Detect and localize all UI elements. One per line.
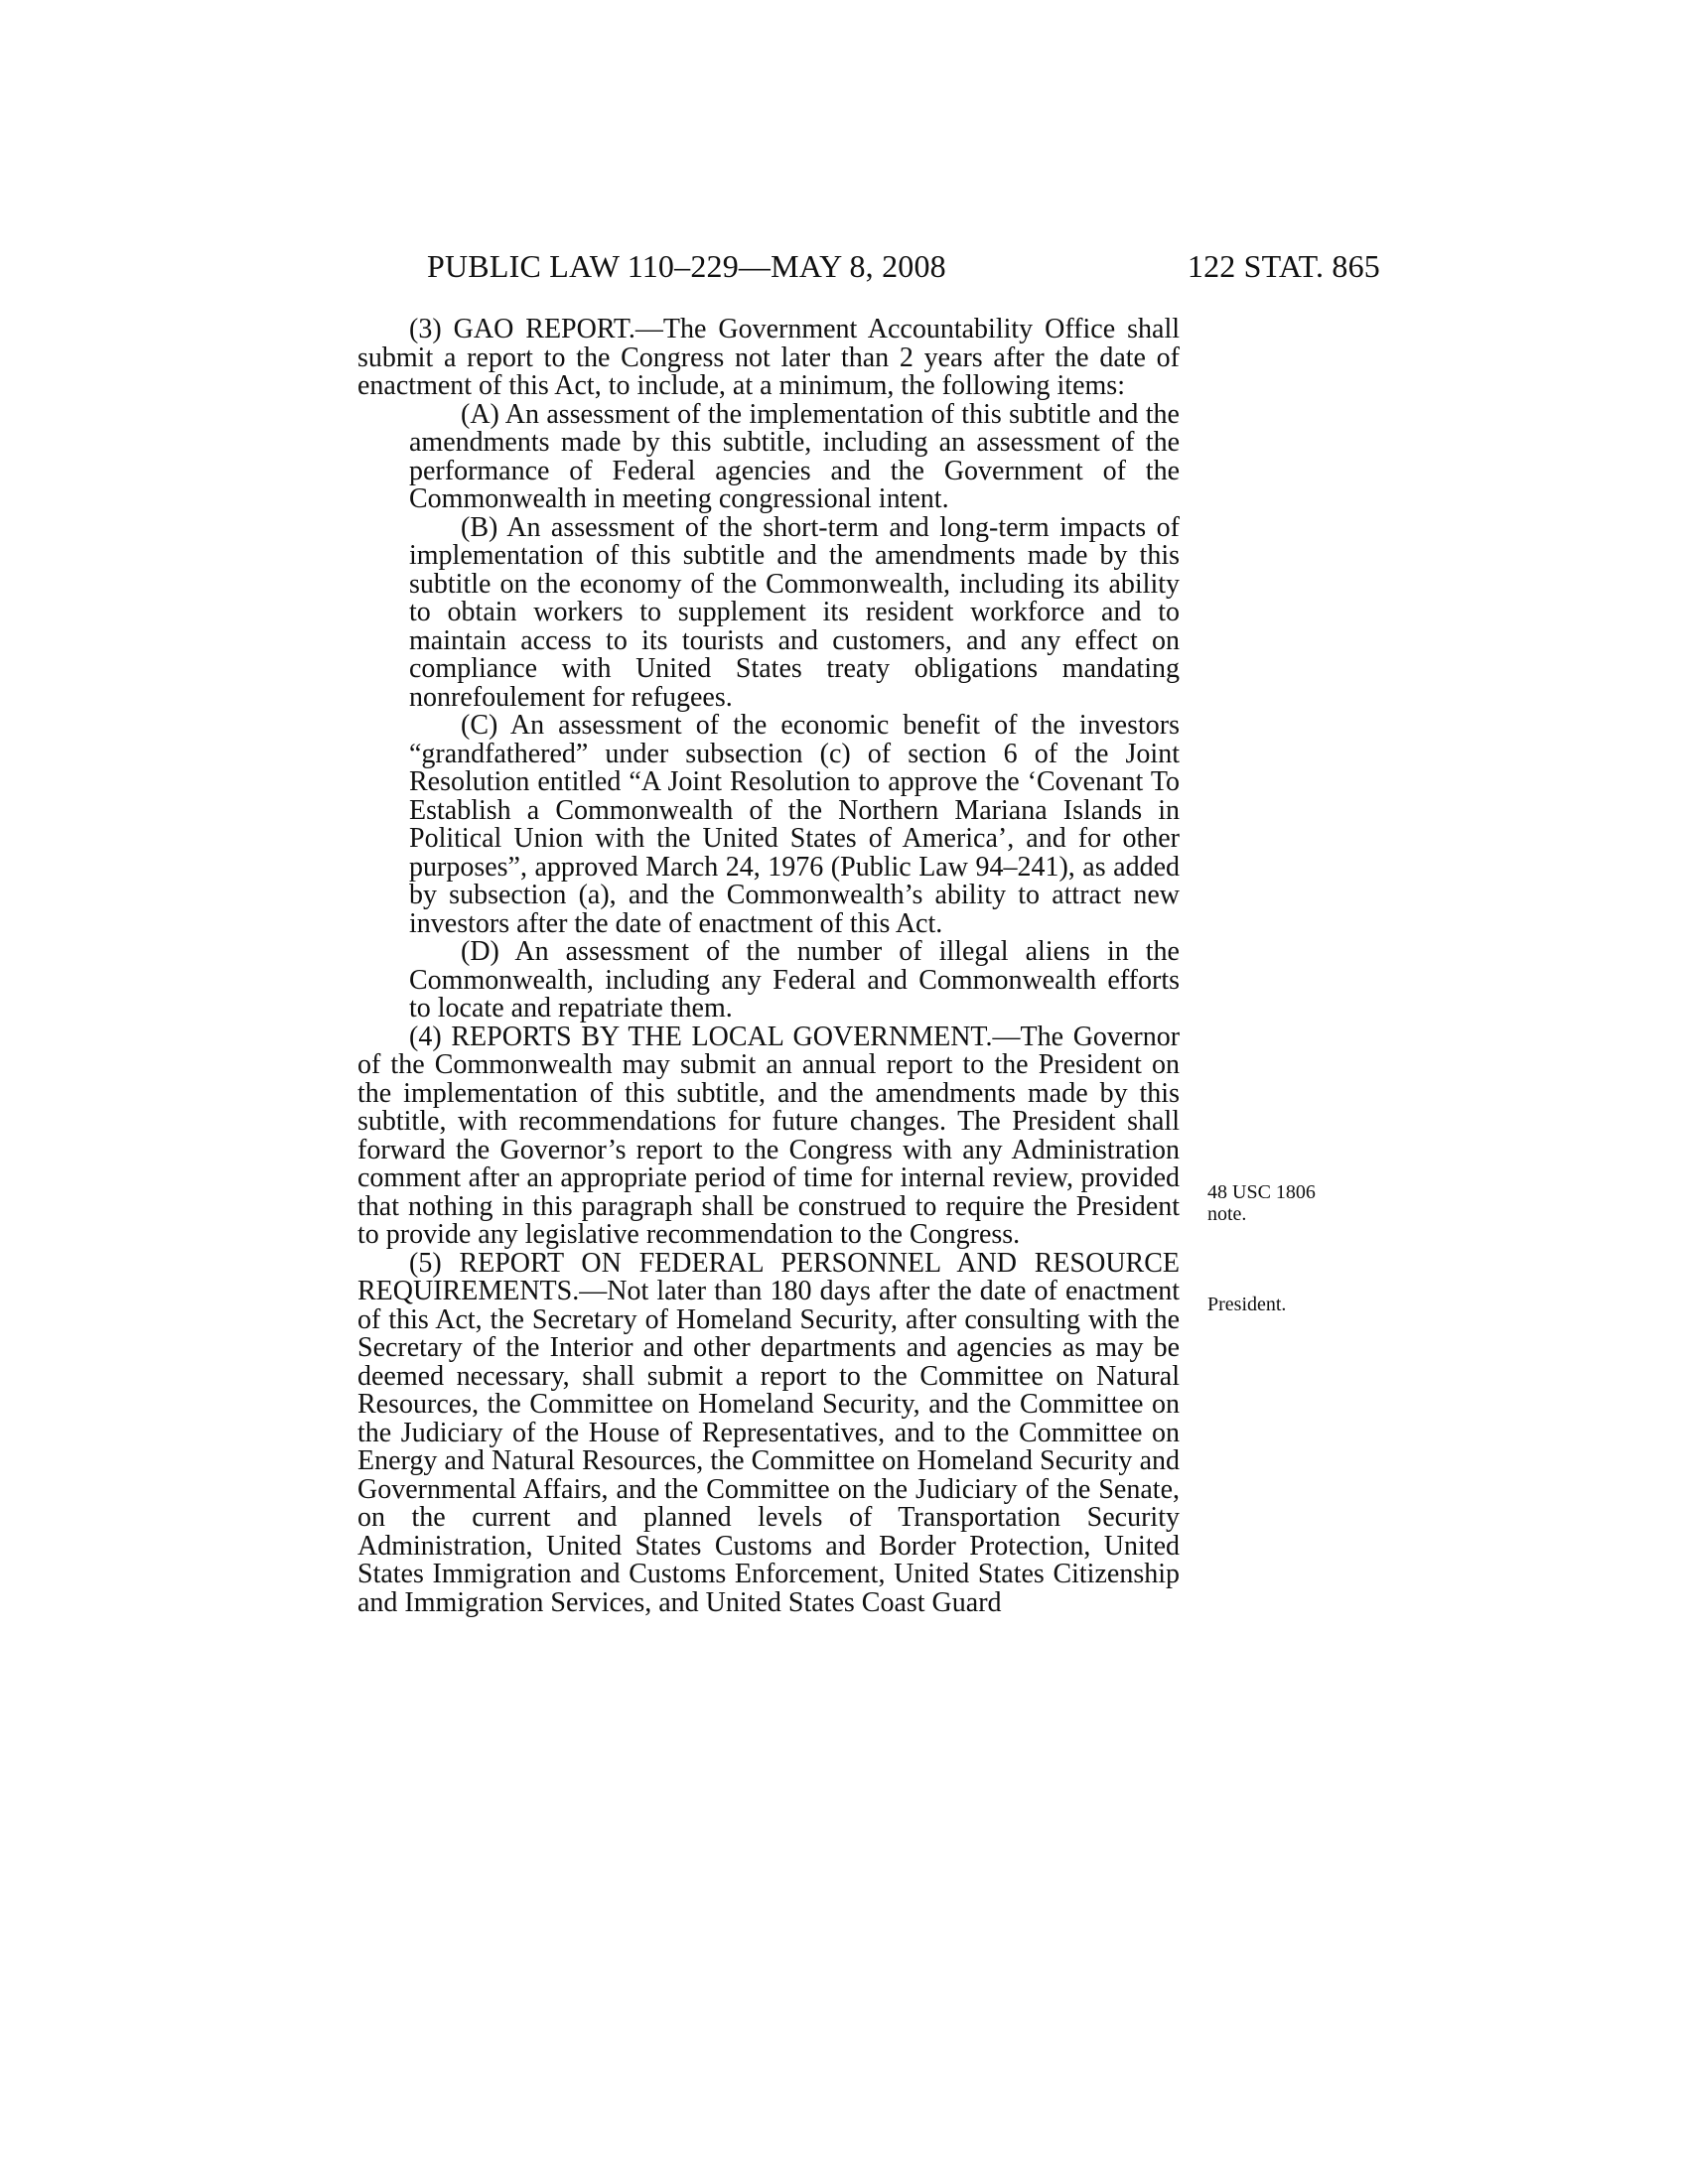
paragraph-3 xyxy=(357,316,1180,401)
header-stat-page: 122 STAT. 865 xyxy=(1187,248,1380,284)
paragraph-3-num: (3) xyxy=(409,314,442,344)
subparagraph-d-num: (D) xyxy=(461,936,499,967)
paragraph-4 xyxy=(357,1021,1181,1250)
subparagraph-c-num: (C) xyxy=(461,710,498,741)
subparagraph-c-text: An assessment of the economic benefit of the investors “grandfathered” under subsection (c) of section 6 of the Joint Resolution entitled “A Joint Resolution to approve the ‘Covenant To Establish a Commonwealth of the Northern Mariana Islands in Political Union with the United States of America’, and for other purposes”, approved March 24, 1976 (Public Law 94–241), as added by subsection (a), and the Commonwealth’s ability to attract new investors after the date of enactment of this Act. xyxy=(409,710,1180,939)
running-header xyxy=(427,246,1380,286)
paragraph-3-text: —The Government Accountability Office shall submit a report to the Congress not later than 2 years after the date of enactment of this Act, to include, at a minimum, the following items: xyxy=(357,314,1180,401)
paragraph-5-num: (5) xyxy=(409,1247,442,1279)
margin-note-president: President. xyxy=(1207,1294,1287,1315)
subparagraph-d-text: An assessment of the number of illegal aliens in the Commonwealth, including any Federal and Commonwealth efforts to locate and repatriate them. xyxy=(409,936,1180,1024)
subparagraph-d xyxy=(357,938,1180,1024)
header-law-date: PUBLIC LAW 110–229—MAY 8, 2008 xyxy=(427,248,946,284)
subparagraph-b-text: An assessment of the short-term and long-term impacts of implementation of this subtitle and the amendments made by this subtitle on the economy of the Commonwealth, including its ability to obtain workers to supplement its resident workforce and to maintain access to its tourists and customers, and any effect on compliance with United States treaty obligations mandating nonrefoulement for refugees. xyxy=(409,511,1180,713)
paragraph-4-num: (4) xyxy=(409,1021,442,1052)
paragraph-5-heading: REPORT ON FEDERAL PERSONNEL AND RESOURCE REQUIREMENTS. xyxy=(357,1247,1181,1306)
subparagraph-b xyxy=(357,511,1180,713)
subparagraph-b-num: (B) xyxy=(461,511,498,543)
paragraph-5-text: —Not later than 180 days after the date of enactment of this Act, the Secretary of Homeland Security, after consulting with the Secretary of the Interior and other departments and agencies as may be deemed necessary, shall submit a report to the Committee on Natural Resources, the Committee on Homeland Security, and the Committee on the Judiciary of the House of Representatives, and to the Committee on Energy and Natural Resources, the Committee on Homeland Security and Governmental Affairs, and the Committee on the Judiciary of the Senate, on the current and planned levels of Transportation Security Administration, United States Customs and Border Protection, United States Immigration and Customs Enforcement, United States Citizenship and Immigration Services, and United States Coast Guard xyxy=(357,1276,1180,1618)
paragraph-4-heading: REPORTS BY THE LOCAL GOVERNMENT. xyxy=(451,1021,993,1052)
subparagraph-a-num: (A) xyxy=(461,398,499,430)
margin-note-usc: 48 USC 1806 note. xyxy=(1207,1181,1316,1225)
paragraph-3-heading: GAO REPORT. xyxy=(453,314,635,344)
body-text xyxy=(357,316,1180,1617)
paragraph-4-text: —The Governor of the Commonwealth may submit an annual report to the President on the implementation of this subtitle, and the amendments made by this subtitle, with recommendations for future changes. The President shall forward the Governor’s report to the Congress with any Administration comment after an appropriate period of time for internal review, provided that nothing in this paragraph shall be construed to require the President to provide any legislative recommendation to the Congress. xyxy=(357,1021,1181,1250)
paragraph-5 xyxy=(357,1247,1181,1618)
subparagraph-c xyxy=(357,712,1180,938)
subparagraph-a xyxy=(357,398,1180,514)
subparagraph-a-text: An assessment of the implementation of this subtitle and the amendments made by this subtitle, including an assessment of the performance of Federal agencies and the Government of the Commonwealth in meeting congressional intent. xyxy=(409,398,1180,514)
